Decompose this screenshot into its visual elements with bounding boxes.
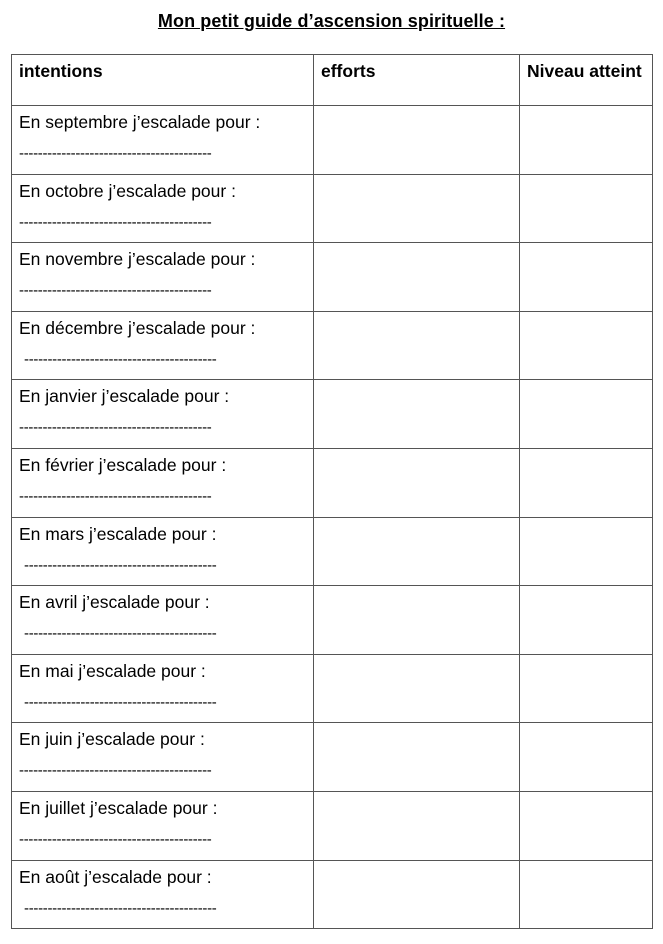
fill-in-line[interactable]: ----------------------------------------- bbox=[19, 282, 212, 300]
intention-cell[interactable] bbox=[12, 860, 314, 929]
intention-label: En mai j’escalade pour : bbox=[19, 660, 206, 681]
table-header-row bbox=[12, 55, 653, 106]
header-efforts: efforts bbox=[314, 55, 520, 106]
intention-cell[interactable] bbox=[12, 791, 314, 860]
fill-in-line[interactable]: ----------------------------------------- bbox=[24, 625, 217, 643]
intention-label: En avril j’escalade pour : bbox=[19, 592, 210, 613]
intention-cell[interactable] bbox=[12, 586, 314, 655]
fill-in-line[interactable]: ----------------------------------------- bbox=[19, 762, 212, 780]
intention-label: En octobre j’escalade pour : bbox=[19, 180, 236, 201]
efforts-cell[interactable] bbox=[314, 586, 520, 655]
fill-in-line[interactable]: ----------------------------------------- bbox=[19, 145, 212, 162]
intention-cell[interactable] bbox=[12, 654, 314, 723]
table-row bbox=[12, 586, 653, 655]
niveau-atteint-cell[interactable] bbox=[520, 860, 653, 929]
niveau-atteint-cell[interactable] bbox=[520, 380, 653, 449]
niveau-atteint-cell[interactable] bbox=[520, 517, 653, 586]
table-body bbox=[12, 106, 653, 929]
intention-label: En mars j’escalade pour : bbox=[19, 523, 217, 544]
table-row bbox=[12, 243, 653, 312]
intention-cell[interactable] bbox=[12, 311, 314, 380]
fill-in-line[interactable]: ----------------------------------------- bbox=[24, 556, 217, 574]
efforts-cell[interactable] bbox=[314, 380, 520, 449]
efforts-cell[interactable] bbox=[314, 174, 520, 243]
niveau-atteint-cell[interactable] bbox=[520, 723, 653, 792]
efforts-cell[interactable] bbox=[314, 654, 520, 723]
table-row bbox=[12, 723, 653, 792]
table-row bbox=[12, 791, 653, 860]
table-row bbox=[12, 311, 653, 380]
table-row bbox=[12, 517, 653, 586]
fill-in-line[interactable]: ----------------------------------------- bbox=[19, 487, 212, 505]
intention-label: En juin j’escalade pour : bbox=[19, 729, 205, 750]
table-row bbox=[12, 654, 653, 723]
intention-label: En juillet j’escalade pour : bbox=[19, 797, 218, 818]
fill-in-line[interactable]: ----------------------------------------- bbox=[24, 899, 217, 917]
intention-label: En novembre j’escalade pour : bbox=[19, 249, 256, 270]
intention-label: En janvier j’escalade pour : bbox=[19, 386, 230, 407]
header-niveau-atteint: Niveau atteint bbox=[520, 55, 653, 106]
efforts-cell[interactable] bbox=[314, 860, 520, 929]
intention-cell[interactable] bbox=[12, 174, 314, 243]
niveau-atteint-cell[interactable] bbox=[520, 448, 653, 517]
intention-label: En août j’escalade pour : bbox=[19, 866, 212, 887]
intention-cell[interactable] bbox=[12, 243, 314, 312]
intention-cell[interactable] bbox=[12, 517, 314, 586]
fill-in-line[interactable]: ----------------------------------------- bbox=[24, 693, 217, 711]
efforts-cell[interactable] bbox=[314, 243, 520, 312]
efforts-cell[interactable] bbox=[314, 106, 520, 175]
intention-cell[interactable] bbox=[12, 448, 314, 517]
niveau-atteint-cell[interactable] bbox=[520, 586, 653, 655]
guide-table bbox=[11, 54, 653, 929]
table-row bbox=[12, 174, 653, 243]
efforts-cell[interactable] bbox=[314, 448, 520, 517]
table-row bbox=[12, 380, 653, 449]
fill-in-line[interactable]: ----------------------------------------- bbox=[24, 350, 217, 368]
niveau-atteint-cell[interactable] bbox=[520, 311, 653, 380]
fill-in-line[interactable]: ----------------------------------------- bbox=[19, 830, 212, 848]
niveau-atteint-cell[interactable] bbox=[520, 243, 653, 312]
efforts-cell[interactable] bbox=[314, 723, 520, 792]
table-row bbox=[12, 448, 653, 517]
intention-label: En septembre j’escalade pour : bbox=[19, 112, 261, 132]
niveau-atteint-cell[interactable] bbox=[520, 654, 653, 723]
intention-label: En février j’escalade pour : bbox=[19, 454, 227, 475]
niveau-atteint-cell[interactable] bbox=[520, 791, 653, 860]
intention-cell[interactable] bbox=[12, 723, 314, 792]
table-row bbox=[12, 106, 653, 175]
efforts-cell[interactable] bbox=[314, 311, 520, 380]
intention-label: En décembre j’escalade pour : bbox=[19, 317, 256, 338]
efforts-cell[interactable] bbox=[314, 791, 520, 860]
fill-in-line[interactable]: ----------------------------------------- bbox=[19, 419, 212, 437]
efforts-cell[interactable] bbox=[314, 517, 520, 586]
niveau-atteint-cell[interactable] bbox=[520, 106, 653, 175]
niveau-atteint-cell[interactable] bbox=[520, 174, 653, 243]
document-title: Mon petit guide d’ascension spirituelle : bbox=[157, 11, 506, 31]
intention-cell[interactable] bbox=[12, 106, 314, 175]
header-intentions: intentions bbox=[12, 55, 314, 106]
intention-cell[interactable] bbox=[12, 380, 314, 449]
table-row bbox=[12, 860, 653, 929]
fill-in-line[interactable]: ----------------------------------------- bbox=[19, 213, 212, 231]
